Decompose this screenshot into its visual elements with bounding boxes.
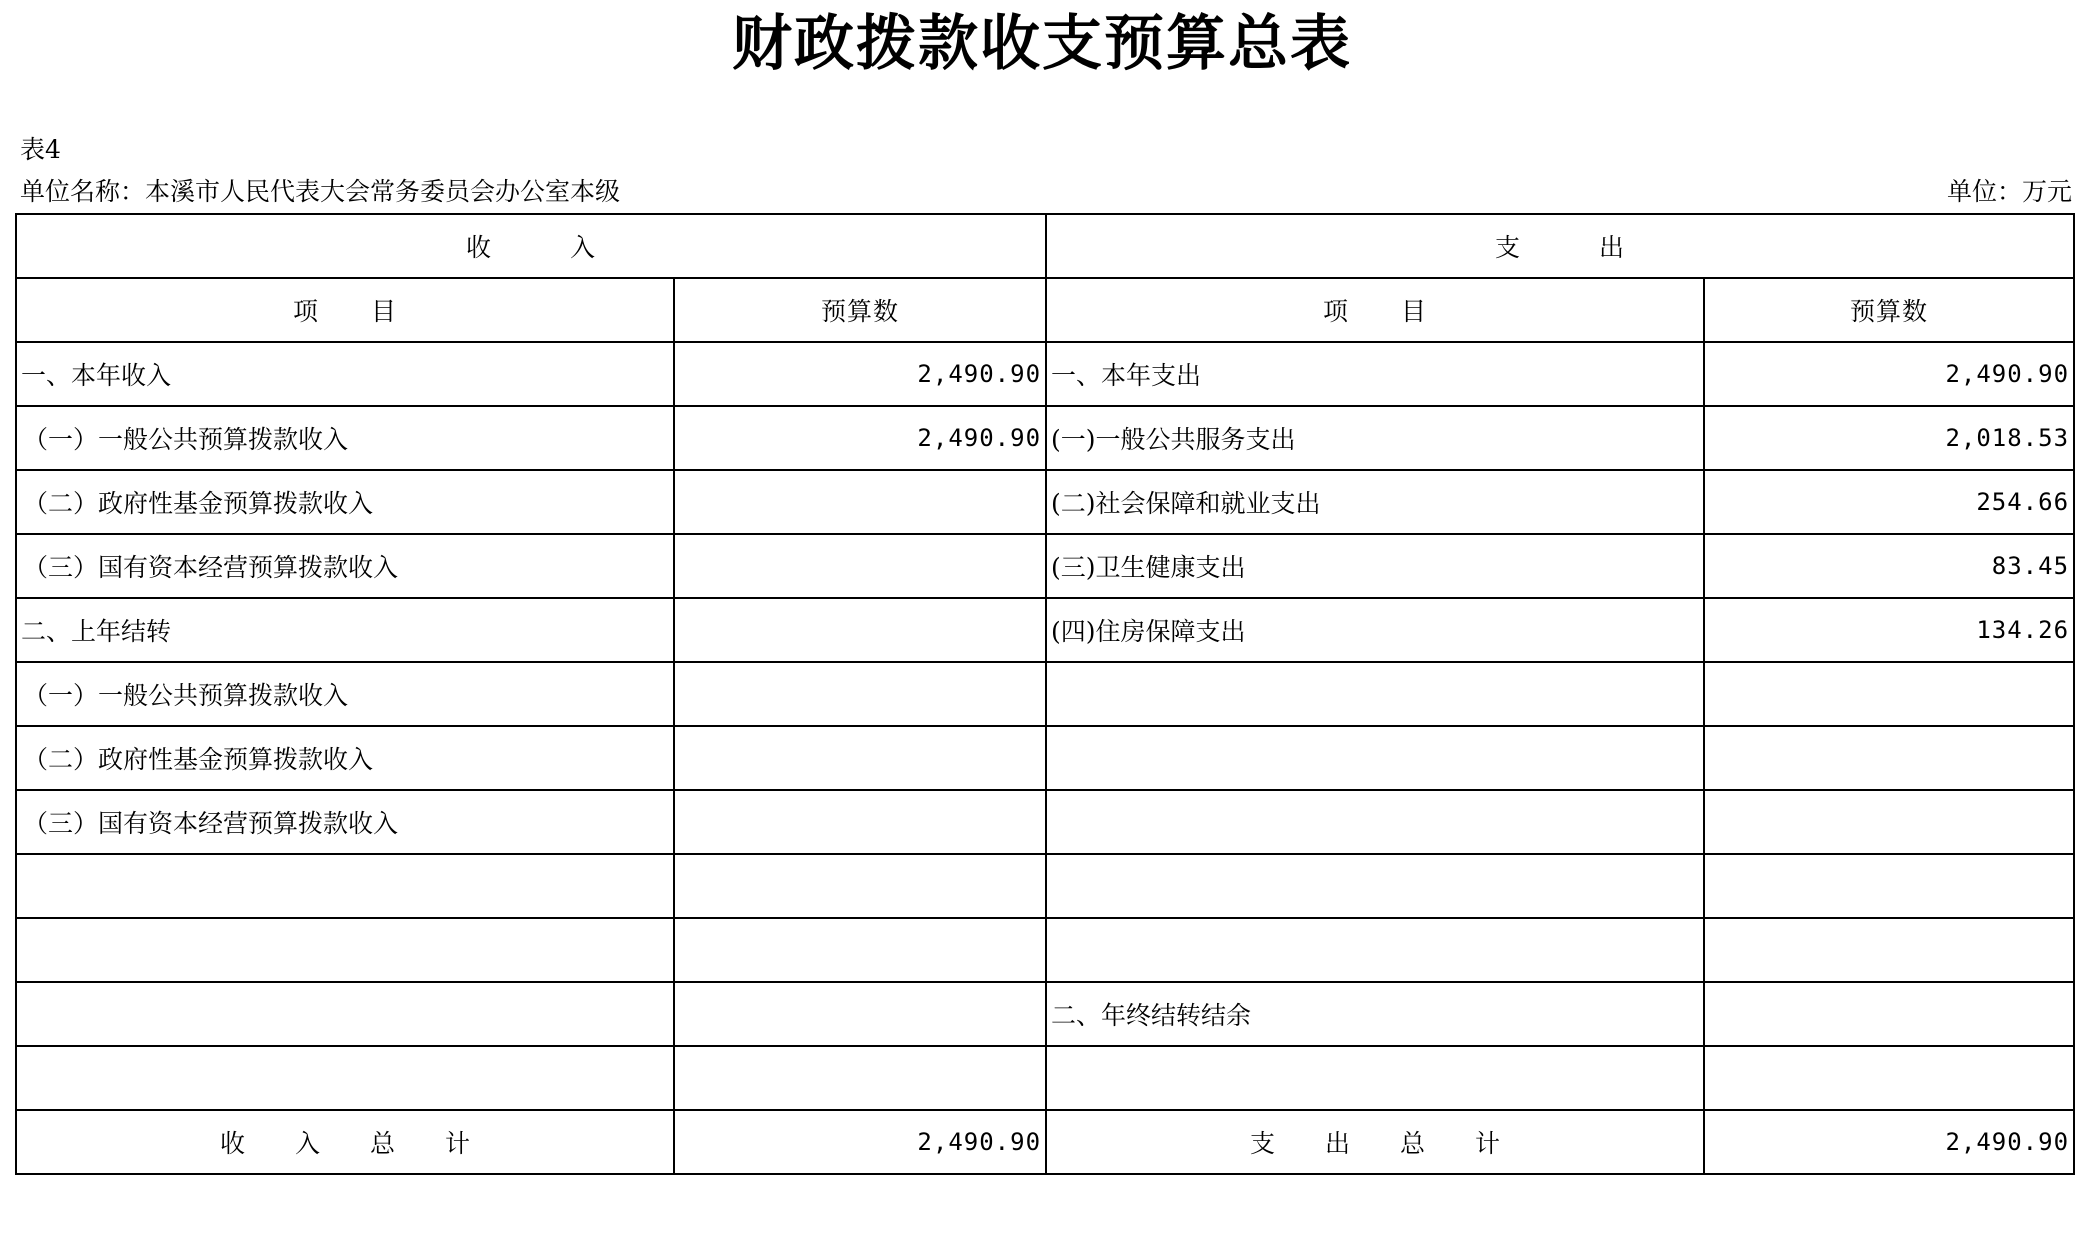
expense-value — [1704, 1046, 2074, 1110]
income-total-label: 收 入 总 计 — [16, 1110, 674, 1174]
expense-value: 2,490.90 — [1704, 342, 2074, 406]
table-row — [16, 470, 2074, 534]
expense-budget-header: 预算数 — [1704, 278, 2074, 342]
income-value — [674, 1046, 1046, 1110]
column-header-row — [16, 278, 2074, 342]
income-value — [674, 790, 1046, 854]
totals-row — [16, 1110, 2074, 1174]
income-header: 收 入 — [16, 214, 1046, 278]
expense-item — [1046, 790, 1704, 854]
table-row — [16, 982, 2074, 1046]
table-row — [16, 598, 2074, 662]
expense-value — [1704, 790, 2074, 854]
table-row — [16, 534, 2074, 598]
unit-label: 单位：万元 — [1946, 177, 2072, 206]
expense-item — [1046, 662, 1704, 726]
expense-item-header: 项 目 — [1046, 278, 1704, 342]
expense-value: 83.45 — [1704, 534, 2074, 598]
income-item — [16, 1046, 674, 1110]
expense-total-label: 支 出 总 计 — [1046, 1110, 1704, 1174]
income-value — [674, 918, 1046, 982]
income-value — [674, 982, 1046, 1046]
expense-value — [1704, 854, 2074, 918]
expense-item — [1046, 726, 1704, 790]
expense-item: (一)一般公共服务支出 — [1046, 406, 1704, 470]
income-value: 2,490.90 — [674, 406, 1046, 470]
expense-value: 134.26 — [1704, 598, 2074, 662]
section-header-row — [16, 214, 2074, 278]
table-row — [16, 406, 2074, 470]
expense-item: 二、年终结转结余 — [1046, 982, 1704, 1046]
expense-header: 支 出 — [1046, 214, 2074, 278]
table-row — [16, 726, 2074, 790]
table-row — [16, 662, 2074, 726]
income-item: （二）政府性基金预算拨款收入 — [16, 726, 674, 790]
expense-value: 2,018.53 — [1704, 406, 2074, 470]
income-item: （一）一般公共预算拨款收入 — [16, 662, 674, 726]
income-item: 一、本年收入 — [16, 342, 674, 406]
expense-value — [1704, 918, 2074, 982]
income-item: （一）一般公共预算拨款收入 — [16, 406, 674, 470]
expense-item — [1046, 854, 1704, 918]
income-item — [16, 918, 674, 982]
table-row — [16, 854, 2074, 918]
table-row — [16, 918, 2074, 982]
expense-value — [1704, 982, 2074, 1046]
income-item: （二）政府性基金预算拨款收入 — [16, 470, 674, 534]
income-item — [16, 854, 674, 918]
expense-item: 一、本年支出 — [1046, 342, 1704, 406]
expense-item: (四)住房保障支出 — [1046, 598, 1704, 662]
expense-item: (二)社会保障和就业支出 — [1046, 470, 1704, 534]
expense-value — [1704, 662, 2074, 726]
income-value: 2,490.90 — [674, 342, 1046, 406]
income-value — [674, 662, 1046, 726]
table-number: 表4 — [20, 135, 61, 164]
income-value — [674, 470, 1046, 534]
table-row — [16, 342, 2074, 406]
income-item: （三）国有资本经营预算拨款收入 — [16, 534, 674, 598]
expense-total-value: 2,490.90 — [1704, 1110, 2074, 1174]
income-item: （三）国有资本经营预算拨款收入 — [16, 790, 674, 854]
expense-value: 254.66 — [1704, 470, 2074, 534]
unit-name: 单位名称：本溪市人民代表大会常务委员会办公室本级 — [20, 177, 621, 206]
expense-value — [1704, 726, 2074, 790]
page-title: 财政拨款收支预算总表 — [732, 9, 1352, 79]
expense-item — [1046, 918, 1704, 982]
income-item-header: 项 目 — [16, 278, 674, 342]
expense-item — [1046, 1046, 1704, 1110]
income-total-value: 2,490.90 — [674, 1110, 1046, 1174]
income-value — [674, 726, 1046, 790]
income-value — [674, 598, 1046, 662]
income-value — [674, 854, 1046, 918]
table-row — [16, 790, 2074, 854]
income-item: 二、上年结转 — [16, 598, 674, 662]
income-value — [674, 534, 1046, 598]
budget-table — [15, 213, 2075, 1175]
income-budget-header: 预算数 — [674, 278, 1046, 342]
expense-item: (三)卫生健康支出 — [1046, 534, 1704, 598]
table-row — [16, 1046, 2074, 1110]
income-item — [16, 982, 674, 1046]
